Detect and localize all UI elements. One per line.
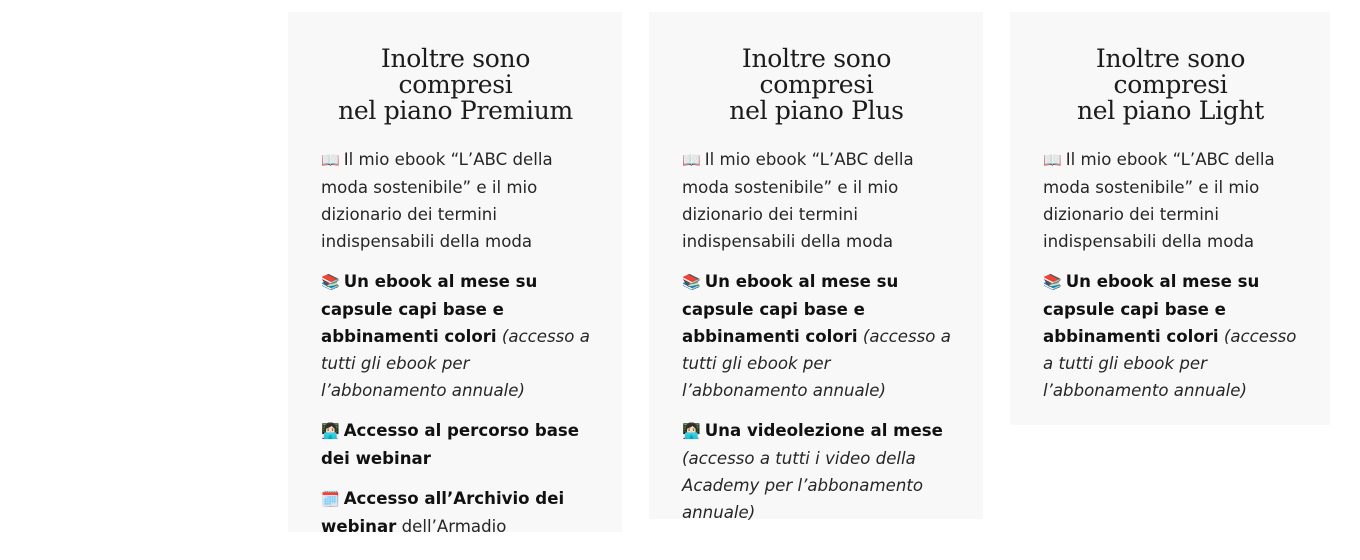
calendar-icon: 🗓️ (321, 490, 340, 508)
plan-card-premium (288, 12, 622, 536)
feature-bold-text: Accesso al percorso base dei webinar (321, 421, 580, 468)
feature-bold-text: Accesso all’Archivio dei webinar (321, 489, 565, 536)
feature-bold-text: Una videolezione al mese (704, 421, 943, 440)
card-title: Inoltre sono compresi nel piano Premium (338, 44, 573, 125)
feature-bold-text: Un ebook al mese su capsule capi base e abbinamenti colori (321, 272, 538, 346)
card-title: Inoltre sono compresi nel piano Plus (729, 44, 904, 125)
feature-item (682, 146, 951, 255)
feature-text: Il mio ebook “L’ABC della moda sostenibile” e il mio dizionario dei termini indispensabili della moda (1043, 150, 1275, 251)
card-title: Inoltre sono compresi nel piano Light (1076, 44, 1265, 125)
feature-item (321, 268, 590, 404)
feature-text: Il mio ebook “L’ABC della moda sostenibile” e il mio dizionario dei termini indispensabili della moda (682, 150, 914, 251)
feature-item (321, 485, 590, 540)
plan-card-light (1010, 12, 1330, 425)
open-book-icon: 📖 (682, 151, 701, 169)
feature-text: Il mio ebook “L’ABC della moda sostenibile” e il mio dizionario dei termini indispensabili della moda (321, 150, 553, 251)
plan-card-plus (649, 12, 983, 522)
feature-item (1043, 268, 1298, 404)
books-icon: 📚 (682, 273, 701, 291)
feature-bold-text: Un ebook al mese su capsule capi base e abbinamenti colori (682, 272, 899, 346)
feature-item (682, 417, 951, 526)
feature-item (321, 417, 590, 472)
books-icon: 📚 (321, 273, 340, 291)
feature-note: (accesso a tutti gli ebook per l’abbonamento annuale) (1043, 327, 1297, 400)
feature-note: (accesso a tutti gli ebook per l’abbonamento annuale) (682, 327, 951, 400)
woman-technologist-icon: 👩🏻‍💻 (682, 422, 701, 440)
feature-item (321, 146, 590, 255)
open-book-icon: 📖 (321, 151, 340, 169)
feature-note: (accesso a tutti gli ebook per l’abbonamento annuale) (321, 327, 590, 400)
feature-item (682, 268, 951, 404)
feature-text: dell’Armadio (396, 517, 507, 536)
open-book-icon: 📖 (1043, 151, 1062, 169)
books-icon: 📚 (1043, 273, 1062, 291)
feature-item (1043, 146, 1298, 255)
feature-note: (accesso a tutti i video della Academy per l’abbonamento annuale) (682, 449, 923, 522)
feature-bold-text: Un ebook al mese su capsule capi base e abbinamenti colori (1043, 272, 1260, 346)
woman-technologist-icon: 👩🏻‍💻 (321, 422, 340, 440)
